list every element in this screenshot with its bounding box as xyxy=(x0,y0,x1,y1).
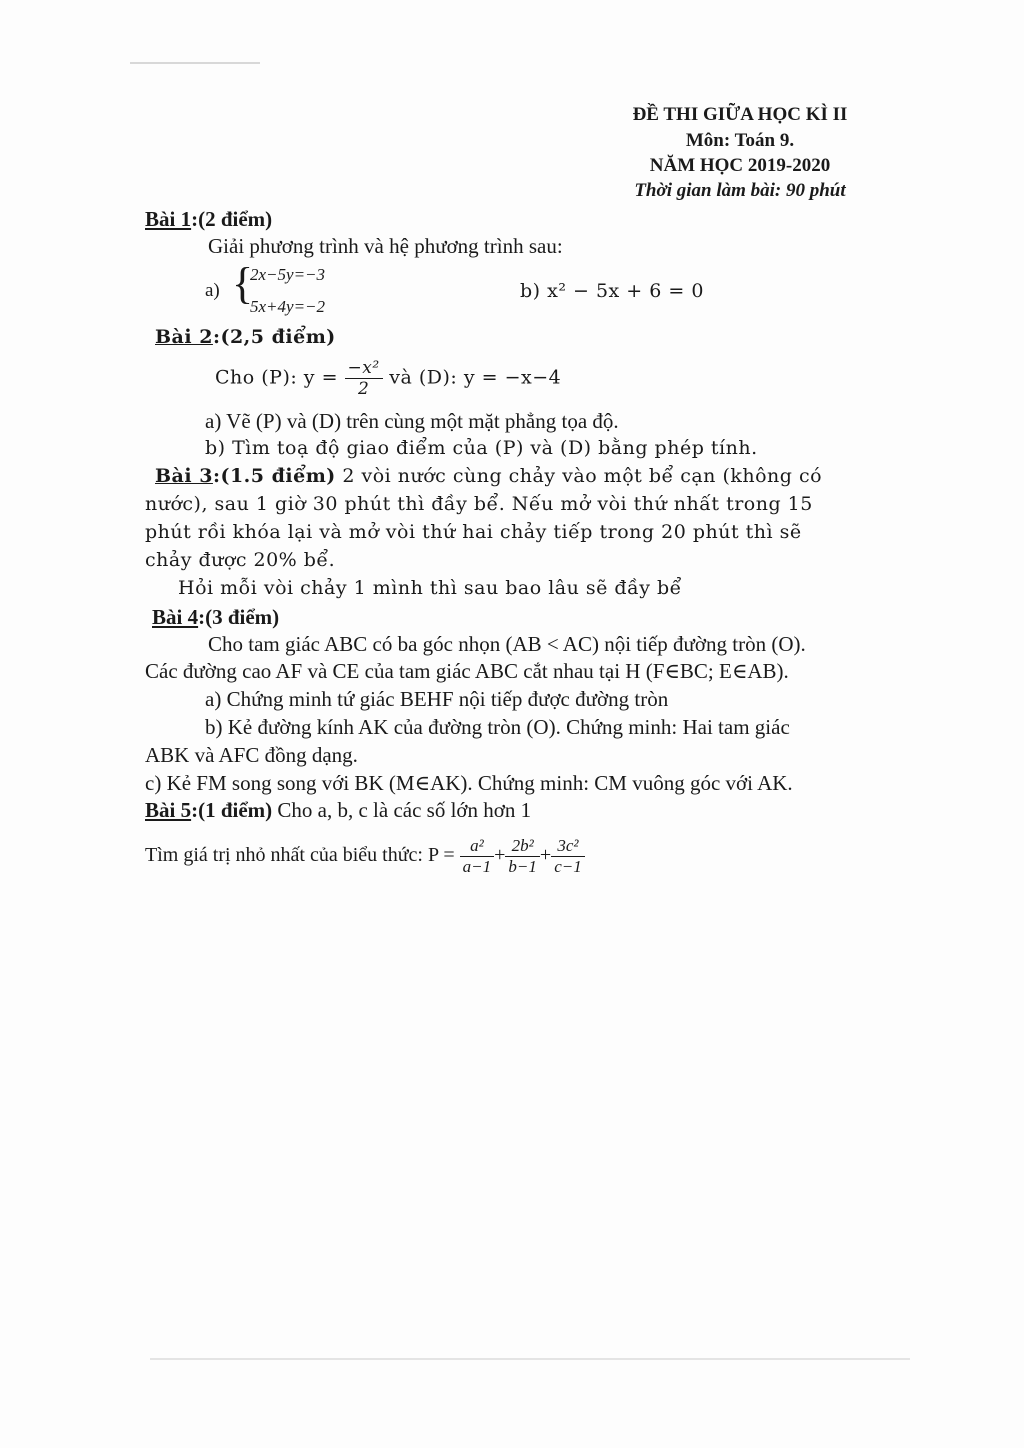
bai4-c: c) Kẻ FM song song với BK (M∈AK). Chứng minh: CM vuông góc với AK. xyxy=(145,771,793,795)
bai5-heading xyxy=(145,798,531,823)
scan-line-top xyxy=(130,62,260,64)
scan-line-bottom xyxy=(150,1358,910,1360)
plus-sign-1: + xyxy=(494,844,506,867)
bai1-points: :(2 điểm) xyxy=(191,207,273,231)
bai3-points: :(1.5 điểm) xyxy=(212,465,336,487)
bai2-heading xyxy=(155,326,336,348)
term3-num: 3c² xyxy=(551,836,585,857)
plus-sign-2: + xyxy=(539,844,552,867)
exam-subject: Môn: Toán 9. xyxy=(685,130,795,151)
bai5-expression xyxy=(145,836,585,877)
term2-fraction xyxy=(505,836,539,877)
bai3-label: Bài 3 xyxy=(155,465,213,487)
bai5-label: Bài 5 xyxy=(145,798,192,822)
bai4-points: :(3 điểm) xyxy=(198,605,280,629)
bai4-a: a) Chứng minh tứ giác BEHF nội tiếp được đường tròn xyxy=(205,687,669,711)
bai3-line1-text: 2 vòi nước cùng chảy vào một bể cạn (không có xyxy=(335,465,823,487)
bai3-question: Hỏi mỗi vòi chảy 1 mình thì sau bao lâu sẽ đầy bể xyxy=(178,577,682,599)
system-brace: { xyxy=(232,259,254,308)
bai1-intro: Giải phương trình và hệ phương trình sau: xyxy=(208,234,563,258)
term2-den: b−1 xyxy=(508,857,537,876)
bai2-fraction xyxy=(345,358,383,399)
bai3-line4: chảy được 20% bể. xyxy=(145,549,336,571)
bai2-given-suffix: và (D): y = −x−4 xyxy=(382,366,562,389)
bai4-line1: Cho tam giác ABC có ba góc nhọn (AB < AC) nội tiếp đường tròn (O). xyxy=(208,632,806,656)
bai5-intro: Cho a, b, c là các số lớn hơn 1 xyxy=(272,798,532,822)
bai3-line2: nước), sau 1 giờ 30 phút thì đầy bể. Nếu mở vòi thứ nhất trong 15 xyxy=(145,493,813,515)
bai5-points: :(1 điểm) xyxy=(191,798,273,822)
bai1-heading xyxy=(145,207,272,232)
bai4-line2: Các đường cao AF và CE của tam giác ABC cắt nhau tại H (F∈BC; E∈AB). xyxy=(145,659,789,683)
bai1-a-label: a) xyxy=(205,280,220,301)
bai2-points: :(2,5 điểm) xyxy=(212,326,336,348)
exam-title: ĐỀ THI GIỮA HỌC KÌ II xyxy=(632,104,848,125)
bai4-label: Bài 4 xyxy=(152,605,199,629)
bai4-b1: b) Kẻ đường kính AK của đường tròn (O). Chứng minh: Hai tam giác xyxy=(205,715,790,739)
bai1-b: b) x² − 5x + 6 = 0 xyxy=(520,280,704,302)
bai3-line1 xyxy=(155,465,822,487)
term3-den: c−1 xyxy=(554,857,582,876)
bai4-b2: ABK và AFC đồng dạng. xyxy=(145,743,358,767)
bai2-frac-den: 2 xyxy=(357,379,370,399)
exam-year: NĂM HỌC 2019-2020 xyxy=(649,155,831,176)
bai4-heading xyxy=(152,605,279,630)
bai1-eq2: 5x+4y=−2 xyxy=(250,297,326,316)
term2-num: 2b² xyxy=(505,836,539,857)
bai5-find: Tìm giá trị nhỏ nhất của biểu thức: P = xyxy=(145,844,460,867)
exam-time: Thời gian làm bài: 90 phút xyxy=(634,180,846,201)
bai2-frac-num: −x² xyxy=(345,358,383,379)
bai1-label: Bài 1 xyxy=(145,207,192,231)
term1-den: a−1 xyxy=(462,857,492,876)
term1-num: a² xyxy=(460,836,494,857)
bai2-a: a) Vẽ (P) và (D) trên cùng một mặt phẳng tọa độ. xyxy=(205,409,619,433)
bai3-line3: phút rồi khóa lại và mở vòi thứ hai chảy tiếp trong 20 phút thì sẽ xyxy=(145,521,802,543)
term1-fraction xyxy=(460,836,494,877)
bai2-label: Bài 2 xyxy=(155,326,213,348)
bai2-given xyxy=(215,358,561,399)
bai2-b: b) Tìm toạ độ giao điểm của (P) và (D) bằng phép tính. xyxy=(205,437,758,459)
bai1-eq1: 2x−5y=−3 xyxy=(250,265,326,284)
bai2-given-prefix: Cho (P): y = xyxy=(215,366,345,389)
term3-fraction xyxy=(551,836,585,877)
